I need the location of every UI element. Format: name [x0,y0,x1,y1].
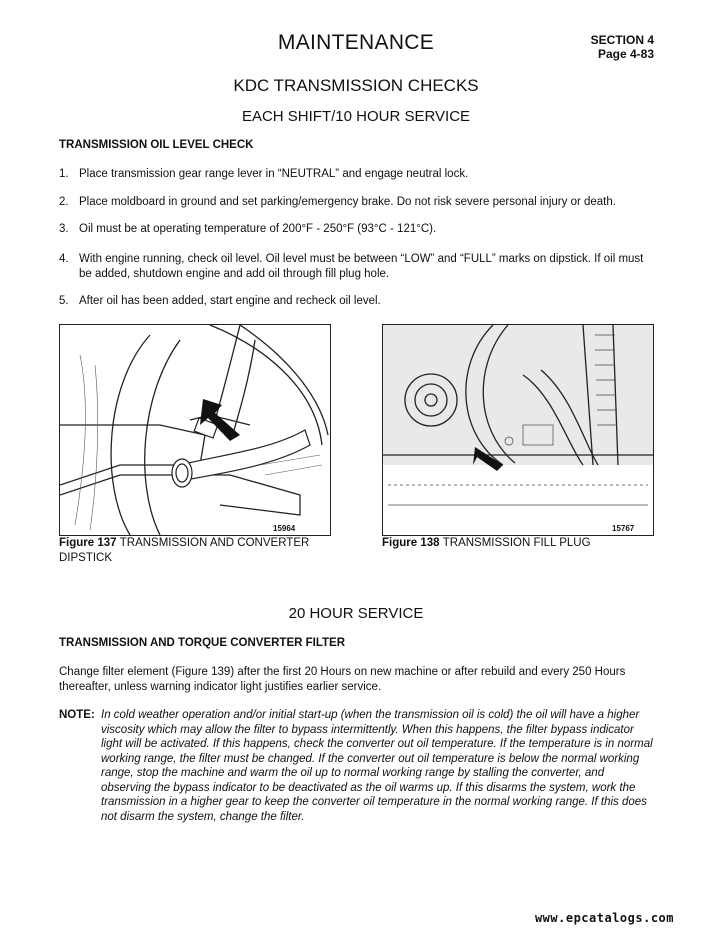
step-text: With engine running, check oil level. Oil level must be between “LOW” and “FULL” marks on dipstick. If oil must be added, shutdown engine and add oil through fill plug hole. [79,253,644,280]
dipstick-illustration [60,325,330,535]
section-number: SECTION 4 [590,33,654,47]
step-1 [59,167,654,182]
step-number: 2. [59,196,69,208]
note-label: NOTE: [59,709,95,721]
filter-body: Change filter element (Figure 139) after the first 20 Hours on new machine or after rebuild and every 250 Hours thereafter, unless warning indicator light justifies earlier service. [59,666,626,693]
figure-137-caption-text: TRANSMISSION AND CONVERTER DIPSTICK [59,537,310,564]
step-5 [59,294,654,309]
note-text: In cold weather operation and/or initial start-up (when the transmission oil is cold) the oil will have a higher viscosity which may allow the filter to bypass intermittently. When this happens, the filter bypass indicator light will be activated. If this happens, check the converter out oil temperature. If the temperature is in normal working range, the filter must be changed. If the converter out oil temperature is below the normal working range, stop the machine and warm the oil up to normal working range by stalling the converter, and observing the bypass indicator to be deactivated as the oil warms up. If this disarms the system, work the transmission in a higher gear to keep the converter oil temperature in the normal working range. If this does not disarm the system, change the filter. [101,709,653,823]
step-text: After oil has been added, start engine and recheck oil level. [79,295,381,307]
subheading-10-hour: EACH SHIFT/10 HOUR SERVICE [241,108,471,125]
step-4 [59,252,654,281]
fill-plug-illustration [383,325,653,535]
step-2 [59,195,654,210]
step-3 [59,222,654,237]
step-number: 5. [59,295,69,307]
subheading-20-hour: 20 HOUR SERVICE [288,605,424,622]
note-block [59,708,654,824]
main-heading: KDC TRANSMISSION CHECKS [233,76,479,95]
figure-138-label: Figure 138 [382,537,440,549]
figure-138-caption [382,536,652,551]
page-number: Page 4-83 [597,47,654,61]
figure-138-caption-text: TRANSMISSION FILL PLUG [442,537,591,549]
step-number: 1. [59,168,69,180]
step-number: 3. [59,223,69,235]
page-title: MAINTENANCE [277,31,435,54]
figure-137-image [59,324,331,536]
figure-138-image [382,324,654,536]
step-text: Place transmission gear range lever in “NEUTRAL” and engage neutral lock. [79,168,469,180]
filter-heading: TRANSMISSION AND TORQUE CONVERTER FILTER [59,637,346,649]
oil-check-heading: TRANSMISSION OIL LEVEL CHECK [59,139,254,151]
figure-137-label: Figure 137 [59,537,117,549]
section-label [591,33,654,61]
figure-137-caption [59,536,329,565]
watermark: www.epcatalogs.com [534,911,674,925]
figure-137-number: 15964 [273,524,296,533]
step-number: 4. [59,253,69,265]
figure-138-number: 15767 [612,524,635,533]
step-text: Place moldboard in ground and set parking/emergency brake. Do not risk severe personal injury or death. [79,196,616,208]
step-text: Oil must be at operating temperature of 200°F - 250°F (93°C - 121°C). [79,223,437,235]
